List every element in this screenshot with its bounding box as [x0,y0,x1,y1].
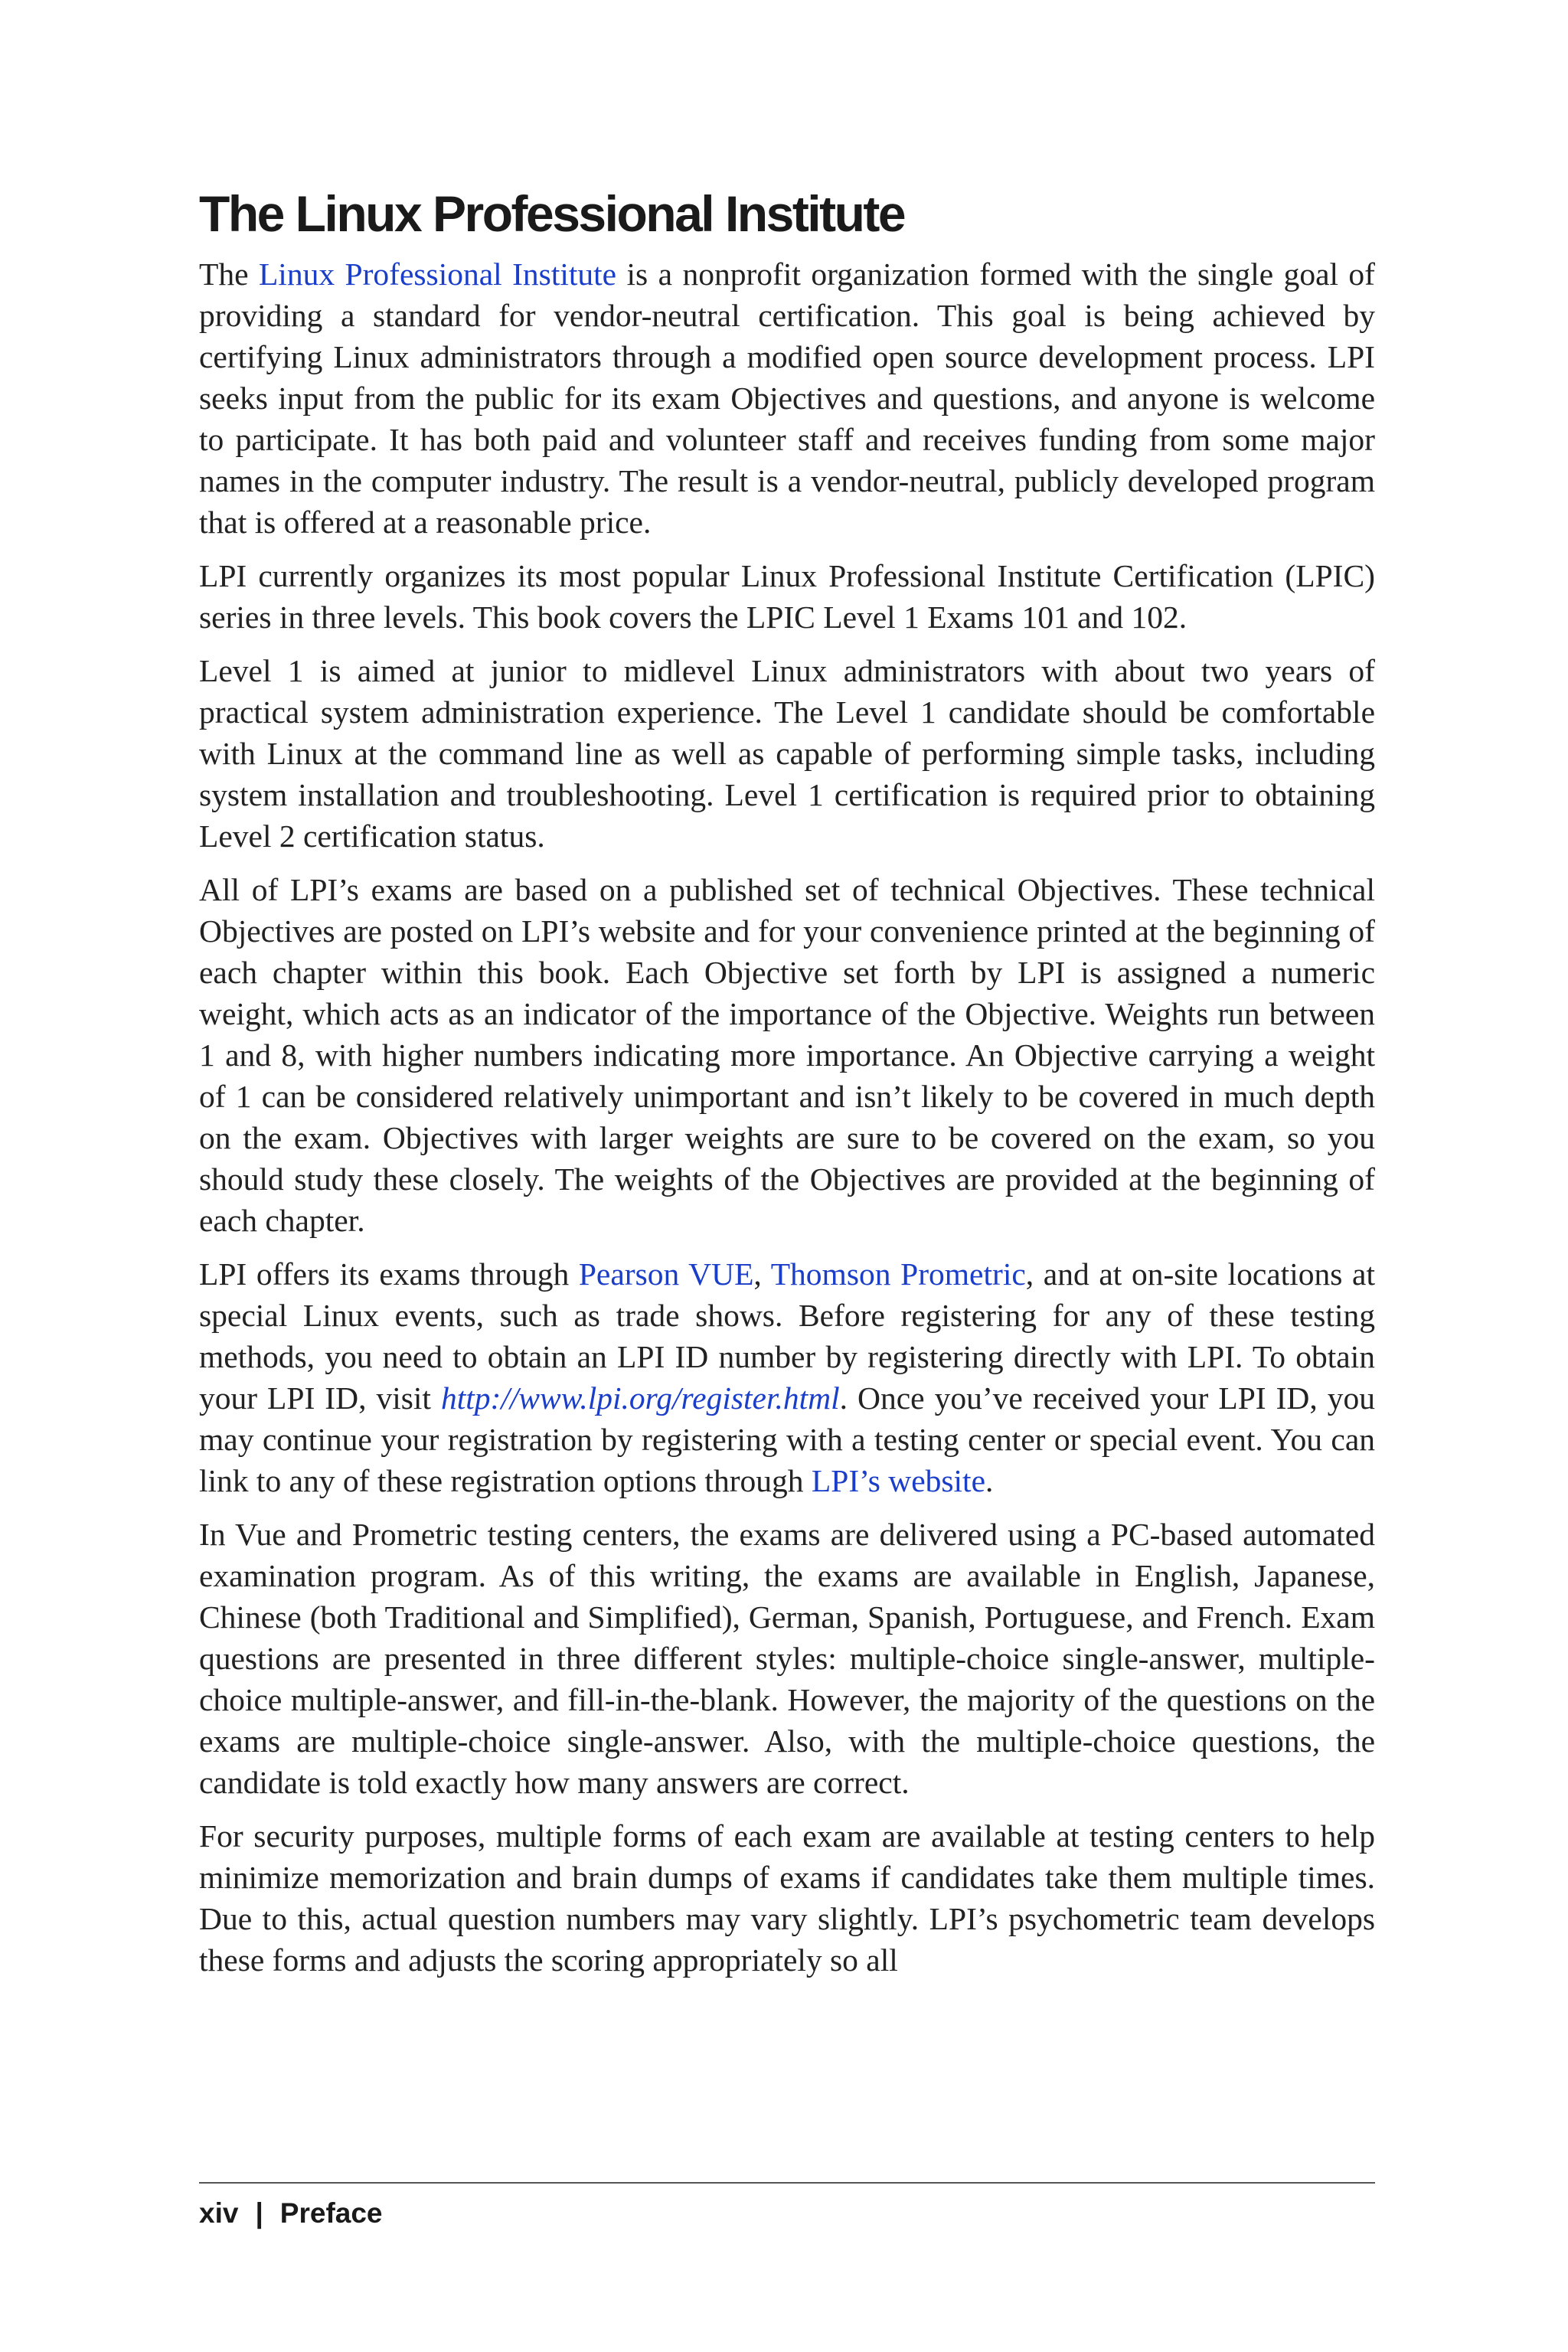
paragraph-2: LPI currently organizes its most popular Linux Professional Institute Certification (LPIC) series in three levels. This book covers the LPIC Level 1 Exams 101 and 102. [199,558,1375,635]
paragraph-5 [199,1253,1375,1501]
page-content [199,184,1375,1993]
text-run: is a nonprofit organization formed with the single goal of providing a standard for vendor-neutral certification. This goal is being achieved by certifying Linux administrators through a modified open source development process. LPI seeks input from the public for its exam Objectives and questions, and anyone is welcome to participate. It has both paid and volunteer staff and receives funding from some major names in the computer industry. The result is a vendor-neutral, publicly developed program that is offered at a reasonable price. [199,256,1376,541]
register-url-link[interactable]: http://www.lpi.org/register.html [440,1380,840,1416]
text-run: LPI offers its exams through [199,1256,579,1292]
paragraph-3: Level 1 is aimed at junior to midlevel Linux administrators with about two years of practical system administration experience. The Level 1 candidate should be comfortable with Linux at the command line as well as capable of performing simple tasks, including system installation and troubleshooting. Level 1 certification is required prior to obtaining Level 2 certification status. [199,653,1375,854]
text-run: . Once you’ve received your LPI ID, you may continue your registration by registering with a testing center or special event. You can link to any of these registration options through [199,1380,1376,1499]
section-title: The Linux Professional Institute [199,185,905,242]
page-footer [199,2182,1375,2230]
lpi-link[interactable]: Linux Professional Institute [258,256,617,292]
paragraph-1 [199,253,1375,543]
text-run: , and at on-site locations at special Linux events, such as trade shows. Before registering for any of these testing methods, you need to obtain an LPI ID number by registering directly with LPI. To obtain your LPI ID, visit [199,1256,1375,1416]
lpi-website-link[interactable]: LPI’s website [811,1463,985,1499]
paragraph-4: All of LPI’s exams are based on a published set of technical Objectives. These technical Objectives are posted on LPI’s website and for your convenience printed at the beginning of each chapter within this book. Each Objective set forth by LPI is assigned a numeric weight, which acts as an indicator of the importance of the Objective. Weights run between 1 and 8, with higher numbers indicating more importance. An Objective carrying a weight of 1 can be considered relatively unimportant and isn’t likely to be covered in much depth on the exam. Objectives with larger weights are sure to be covered on the exam, so you should study these closely. The weights of the Objectives are provided at the beginning of each chapter. [199,872,1375,1239]
text-run: , [753,1256,771,1292]
paragraph-6: In Vue and Prometric testing centers, the exams are delivered using a PC-based automated examination program. As of this writing, the exams are available in English, Japanese, Chinese (both Traditional and Simplified), German, Spanish, Portuguese, and French. Exam questions are presented in three different styles: multiple-choice single-answer, multiple-choice multiple-answer, and fill-in-the-blank. However, the majority of the questions on the exams are multiple-choice single-answer. Also, with the multiple-choice questions, the candidate is told exactly how many answers are correct. [199,1517,1375,1801]
text-run: The [199,256,259,292]
body-text [199,253,1375,1981]
footer-separator: | [255,2197,263,2229]
page-number: xiv [199,2197,239,2229]
paragraph-7: For security purposes, multiple forms of each exam are available at testing centers to help minimize memorization and brain dumps of exams if candidates take them multiple times. Due to this, actual question numbers may vary slightly. LPI’s psychometric team develops these forms and adjusts the scoring appropriately so all [199,1818,1375,1978]
thomson-prometric-link[interactable]: Thomson Prometric [770,1256,1026,1292]
chapter-name: Preface [279,2197,383,2229]
pearson-vue-link[interactable]: Pearson VUE [578,1256,754,1292]
text-run: . [985,1463,994,1499]
